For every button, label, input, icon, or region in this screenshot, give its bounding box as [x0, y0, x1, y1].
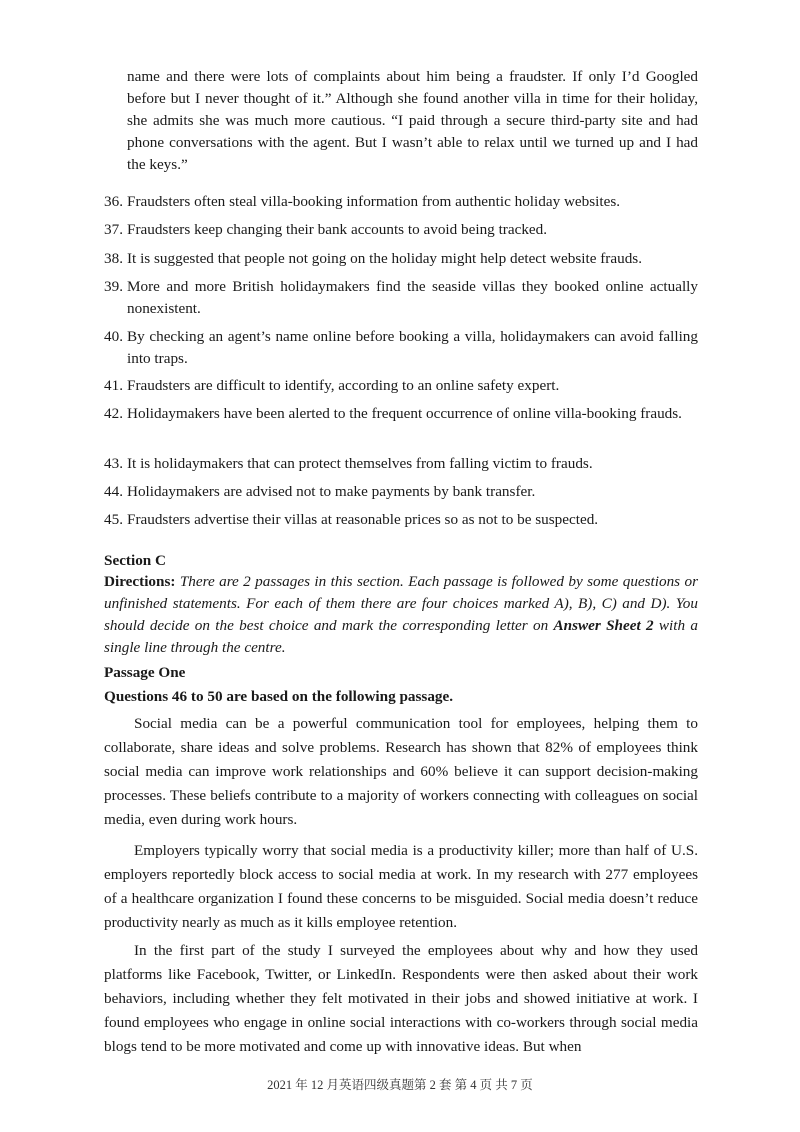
question-number: 43.	[104, 455, 123, 472]
passage-title: Passage One	[104, 664, 186, 681]
passage-paragraph: Social media can be a powerful communication tool for employees, helping them to collaborate, share ideas and solve problems. Research has shown that 82% of employees think social media can improve work relationships and 60% believe it can support decision-making processes. These beliefs contribute to a majority of workers connecting with colleagues on social media, even during work hours.	[104, 715, 698, 828]
question-item	[104, 219, 698, 241]
question-text: It is suggested that people not going on the holiday might help detect website frauds.	[127, 250, 643, 267]
question-item	[104, 453, 698, 475]
question-item	[104, 509, 698, 531]
passage-paragraph: In the first part of the study I surveyed the employees about why and how they used platforms like Facebook, Twitter, or LinkedIn. Respondents were then asked about their work behaviors, including whether they felt motivated in their jobs and showed initiative at work. I found employees who engage in online social interactions with co-workers through social media blogs tend to be more motivated and come up with innovative ideas. But when	[104, 942, 698, 1055]
question-item	[104, 326, 698, 370]
question-number: 37.	[104, 221, 123, 238]
passage-continuation: name and there were lots of complaints about him being a fraudster. If only I’d Googled before but I never thought of it.” Although she found another villa in time for their holiday, she admits she was much more cautious. “I paid through a secure third-party site and had phone conversations with the agent. But I wasn’t able to relax until we turned up and I had the keys.”	[127, 68, 698, 173]
passage-paragraph: Employers typically worry that social media is a productivity killer; more than half of U.S. employers reportedly block access to social media at work. In my research with 277 employees of a healthcare organization I found these concerns to be misguided. Social media doesn’t reduce productivity nearly as much as it kills employee retention.	[104, 842, 698, 931]
question-text: Fraudsters advertise their villas at reasonable prices so as not to be suspected.	[127, 511, 599, 528]
question-item	[104, 481, 698, 503]
question-item	[104, 375, 698, 397]
answer-sheet-label: Answer Sheet 2	[553, 617, 654, 634]
question-text: It is holidaymakers that can protect themselves from falling victim to frauds.	[127, 455, 593, 472]
question-text: Fraudsters are difficult to identify, according to an online safety expert.	[127, 377, 560, 394]
question-text: Fraudsters keep changing their bank accounts to avoid being tracked.	[127, 221, 548, 238]
question-item	[104, 403, 698, 425]
page-footer: 2021 年 12 月英语四级真题第 2 套 第 4 页 共 7 页	[267, 1078, 533, 1092]
question-item	[104, 191, 698, 213]
question-number: 36.	[104, 193, 123, 210]
question-text: By checking an agent’s name online before booking a villa, holidaymakers can avoid falling into traps.	[127, 328, 698, 367]
question-number: 44.	[104, 483, 123, 500]
question-text: Fraudsters often steal villa-booking information from authentic holiday websites.	[127, 193, 621, 210]
question-number: 45.	[104, 511, 123, 528]
question-text: Holidaymakers have been alerted to the frequent occurrence of online villa-booking frauds.	[127, 405, 682, 422]
question-number: 40.	[104, 328, 123, 345]
directions-text-end: with a single line through the centre.	[104, 617, 698, 656]
question-number: 41.	[104, 377, 123, 394]
passage-subtitle: Questions 46 to 50 are based on the following passage.	[104, 688, 454, 705]
question-item	[104, 276, 698, 320]
section-title: Section C	[104, 552, 167, 569]
question-number: 42.	[104, 405, 123, 422]
question-number: 39.	[104, 278, 123, 295]
question-text: Holidaymakers are advised not to make payments by bank transfer.	[127, 483, 536, 500]
section-directions	[104, 571, 698, 659]
directions-label: Directions:	[104, 573, 176, 590]
directions-text: There are 2 passages in this section. Each passage is followed by some questions or unfinished statements. For each of them there are four choices marked A), B), C) and D). You should decide on the best choice and mark the corresponding letter on	[104, 573, 699, 634]
question-number: 38.	[104, 250, 123, 267]
question-text: More and more British holidaymakers find the seaside villas they booked online actually nonexistent.	[127, 278, 698, 317]
question-item	[104, 248, 698, 270]
